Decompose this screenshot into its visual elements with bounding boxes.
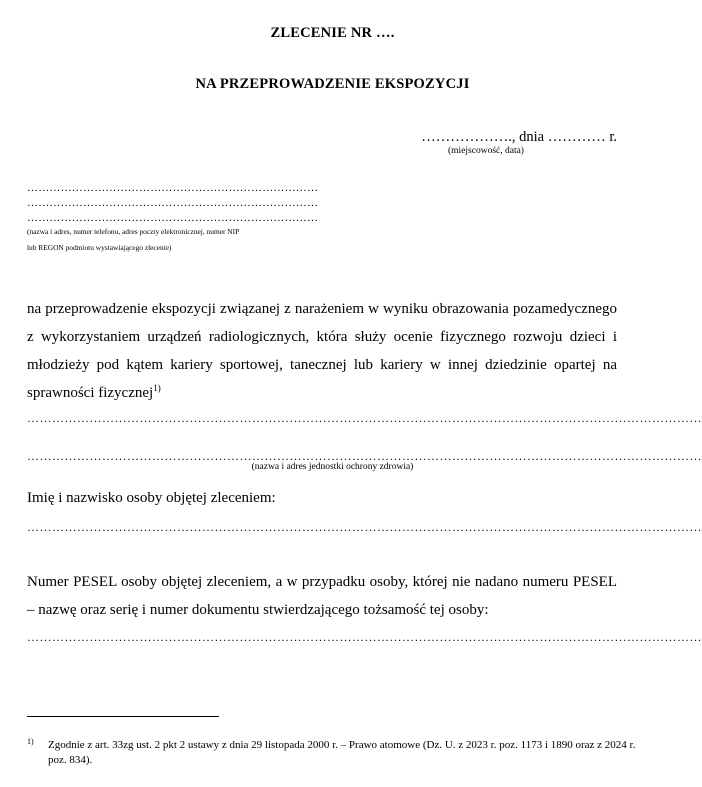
footnote-text: Zgodnie z art. 33zg ust. 2 pkt 2 ustawy z dnia 29 listopada 2000 r. – Prawo atomowe (Dz. U. z 2023 r. poz. 1173 i 1890 oraz z 2024 r. poz. 834). — [48, 739, 636, 766]
issuer-line-2: …………………………………………………………………… — [27, 197, 319, 209]
footnote-mark: 1) — [27, 737, 34, 746]
footnote-separator — [27, 716, 219, 717]
purpose-paragraph-text: na przeprowadzenie ekspozycji związanej z narażeniem w wyniku obrazowania pozamedycznego z wykorzystaniem urządzeń radiologicznych, która służy ocenie fizycznego rozwoju dzieci i młodzieży pod kątem kariery sportowej, tanecznej lub kariery w innej dziedzinie opartej na sprawności fizycznej — [27, 301, 617, 401]
issuer-caption — [27, 224, 327, 256]
health-unit-caption: (nazwa i adres jednostki ochrony zdrowia) — [251, 462, 414, 472]
person-name-line: ……………………………………………………………………………………………………………………………………………… — [27, 520, 702, 534]
document-subtitle: NA PRZEPROWADZENIE EKSPOZYCJI — [195, 76, 470, 92]
person-name-label: Imię i nazwisko osoby objętej zleceniem: — [27, 490, 276, 506]
issuer-caption-line-2: lub REGON podmiotu wystawiającego zlecenie) — [27, 243, 172, 252]
purpose-paragraph — [27, 295, 617, 407]
place-date-line: ………………., dnia ………… r. — [421, 129, 617, 145]
pesel-paragraph: Numer PESEL osoby objętej zleceniem, a w przypadku osoby, której nie nadano numeru PESEL – nazwę oraz serię i numer dokumentu stwierdzającego tożsamość tej osoby: — [27, 574, 617, 618]
document-title: ZLECENIE NR …. — [270, 25, 395, 41]
place-date-caption: (miejscowość, data) — [448, 146, 524, 156]
pesel-line: ……………………………………………………………………………………………………………………………………………… — [27, 630, 702, 644]
health-unit-line-1: ……………………………………………………………………………………………………………………………………………… — [27, 411, 702, 425]
issuer-line-1: …………………………………………………………………… — [27, 182, 319, 194]
issuer-line-3: …………………………………………………………………… — [27, 212, 319, 224]
issuer-caption-line-1: (nazwa i adres, numer telefonu, adres poczty elektronicznej, numer NIP — [27, 227, 240, 236]
footnote-reference: 1) — [153, 383, 161, 393]
health-unit-line-2: ……………………………………………………………………………………………………………………………………………… — [27, 449, 702, 463]
